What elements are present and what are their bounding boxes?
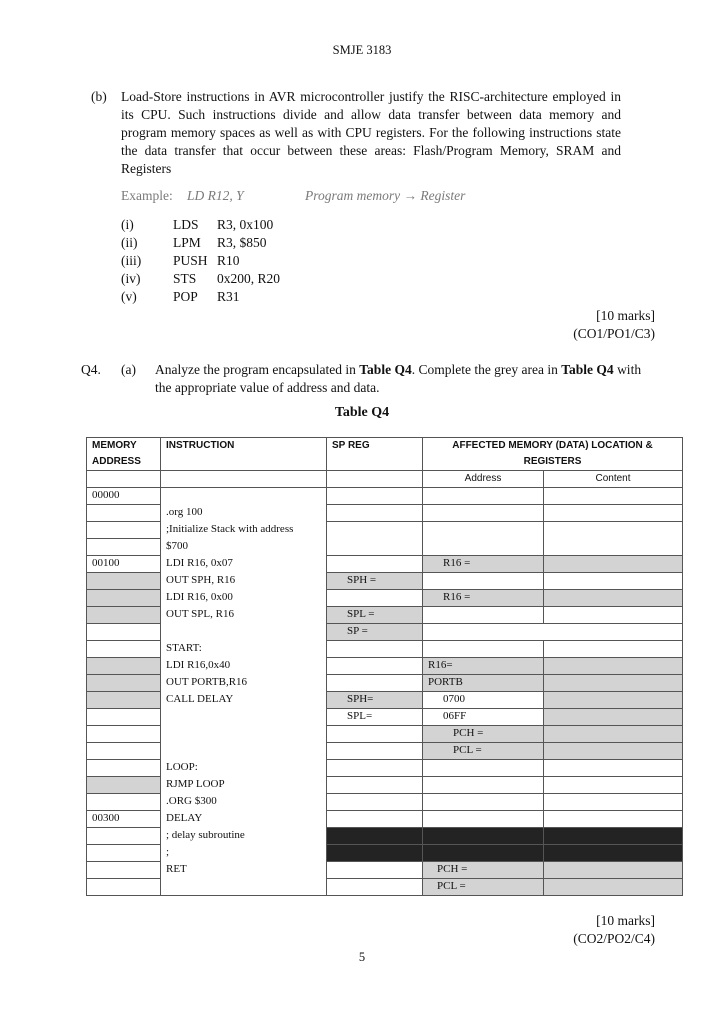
- table-row: [87, 709, 683, 726]
- affected-address-cell: R16=: [423, 658, 544, 675]
- q4-outcome: (CO2/PO2/C4): [573, 931, 655, 946]
- affected-address-cell: PCL =: [423, 743, 544, 760]
- question-label: Q4.: [81, 362, 101, 377]
- instruction-cell: ;: [161, 845, 327, 862]
- col-content: Content: [544, 471, 683, 488]
- table-header-row-1: [87, 438, 683, 455]
- col-address: Address: [423, 471, 544, 488]
- program-table: [86, 437, 683, 896]
- instruction-cell: START:: [161, 641, 327, 658]
- instruction-cell: OUT SPL, R16: [161, 607, 327, 624]
- item-operands: R3, $850: [217, 235, 267, 250]
- col-affected-2: REGISTERS: [423, 454, 683, 471]
- table-row: [87, 862, 683, 879]
- item-mnemonic: POP: [173, 289, 198, 304]
- sp-reg-cell: SP =: [327, 624, 423, 641]
- item-mnemonic: STS: [173, 271, 197, 286]
- item-mnemonic: PUSH: [173, 253, 208, 268]
- item-operands: R3, 0x100: [217, 217, 274, 232]
- affected-address-cell: 0700: [423, 692, 544, 709]
- memory-address-cell: 00000: [87, 488, 161, 505]
- instruction-cell: OUT SPH, R16: [161, 573, 327, 590]
- question-text: Analyze the program encapsulated in Table Q4. Complete the grey area in Table Q4 with the appropriate value of address and data.: [155, 362, 642, 395]
- item-mnemonic: LDS: [173, 217, 199, 232]
- item-mnemonic: LPM: [173, 235, 201, 250]
- affected-address-cell: PCH =: [423, 862, 544, 879]
- memory-address-cell: 00100: [87, 556, 161, 573]
- table-row: [87, 522, 683, 539]
- col-sp-reg: SP REG: [327, 438, 423, 455]
- item-operands: R31: [217, 289, 240, 304]
- instruction-cell: .ORG $300: [161, 794, 327, 811]
- affected-address-cell: R16 =: [423, 590, 544, 607]
- table-row: [87, 641, 683, 658]
- table-row: [87, 539, 683, 556]
- table-row: [87, 488, 683, 505]
- table-subheader-row: [87, 471, 683, 488]
- part-b-label: (b): [91, 89, 107, 104]
- sp-reg-cell: SPL =: [327, 607, 423, 624]
- item-operands: 0x200, R20: [217, 271, 281, 286]
- affected-address-cell: PCL =: [423, 879, 544, 896]
- table-row: [87, 777, 683, 794]
- page-number: 5: [358, 950, 366, 964]
- instruction-cell: ; delay subroutine: [161, 828, 327, 845]
- item-number: (i): [121, 217, 134, 232]
- instruction-cell: CALL DELAY: [161, 692, 327, 709]
- item-number: (iii): [121, 253, 142, 268]
- page-header: SMJE 3183: [332, 43, 392, 57]
- table-row: [87, 573, 683, 590]
- instruction-cell: LDI R16,0x40: [161, 658, 327, 675]
- table-row: [87, 556, 683, 573]
- affected-address-cell: PORTB: [423, 675, 544, 692]
- item-number: (v): [121, 289, 137, 304]
- table-caption: Table Q4: [334, 405, 390, 420]
- example-description: Program memory → Register: [305, 188, 466, 203]
- sp-reg-cell: SPH=: [327, 692, 423, 709]
- table-row: [87, 845, 683, 862]
- item-operands: R10: [217, 253, 240, 268]
- affected-address-cell: PCH =: [423, 726, 544, 743]
- item-number: (iv): [121, 271, 141, 286]
- table-row: [87, 743, 683, 760]
- q4-marks: [10 marks]: [596, 913, 655, 928]
- col-affected: AFFECTED MEMORY (DATA) LOCATION &: [423, 438, 683, 455]
- instruction-cell: ;Initialize Stack with address: [161, 522, 327, 539]
- example-label: Example:: [121, 188, 173, 203]
- col-instruction: INSTRUCTION: [161, 438, 327, 455]
- sp-reg-cell: SPH =: [327, 573, 423, 590]
- table-row: [87, 505, 683, 522]
- instruction-cell: RJMP LOOP: [161, 777, 327, 794]
- instruction-cell: LDI R16, 0x07: [161, 556, 327, 573]
- table-row: [87, 624, 683, 641]
- question-part-label: (a): [121, 362, 136, 377]
- sp-reg-cell: SPL=: [327, 709, 423, 726]
- table-row: [87, 726, 683, 743]
- instruction-cell: LOOP:: [161, 760, 327, 777]
- part-b-outcome: (CO1/PO1/C3): [573, 326, 655, 341]
- table-row: [87, 879, 683, 896]
- memory-address-cell: 00300: [87, 811, 161, 828]
- instruction-cell: OUT PORTB,R16: [161, 675, 327, 692]
- table-row: [87, 607, 683, 624]
- col-memory-address-2: ADDRESS: [87, 454, 161, 471]
- table-row: [87, 828, 683, 845]
- table-row: [87, 675, 683, 692]
- instruction-cell: DELAY: [161, 811, 327, 828]
- table-row: [87, 692, 683, 709]
- table-row: [87, 760, 683, 777]
- table-row: [87, 794, 683, 811]
- affected-address-cell: 06FF: [423, 709, 544, 726]
- table-row: [87, 590, 683, 607]
- table-header-row-2: [87, 454, 683, 471]
- table-row: [87, 811, 683, 828]
- instruction-cell: RET: [161, 862, 327, 879]
- instruction-cell: $700: [161, 539, 327, 556]
- example-instruction: LD R12, Y: [187, 188, 244, 203]
- item-number: (ii): [121, 235, 138, 250]
- part-b-marks: [10 marks]: [596, 308, 655, 323]
- affected-address-cell: R16 =: [423, 556, 544, 573]
- instruction-cell: .org 100: [161, 505, 327, 522]
- table-row: [87, 658, 683, 675]
- instruction-cell: LDI R16, 0x00: [161, 590, 327, 607]
- col-memory-address: MEMORY: [87, 438, 161, 455]
- part-b-text: Load-Store instructions in AVR microcontroller justify the RISC-architecture employed in its CPU. Such instructions divide and allow data transfer between data memory and program memory spaces as well as with CPU registers. For the following instructions state the data transfer that occur between these areas: Flash/Program Memory, SRAM and Registers: [121, 89, 621, 176]
